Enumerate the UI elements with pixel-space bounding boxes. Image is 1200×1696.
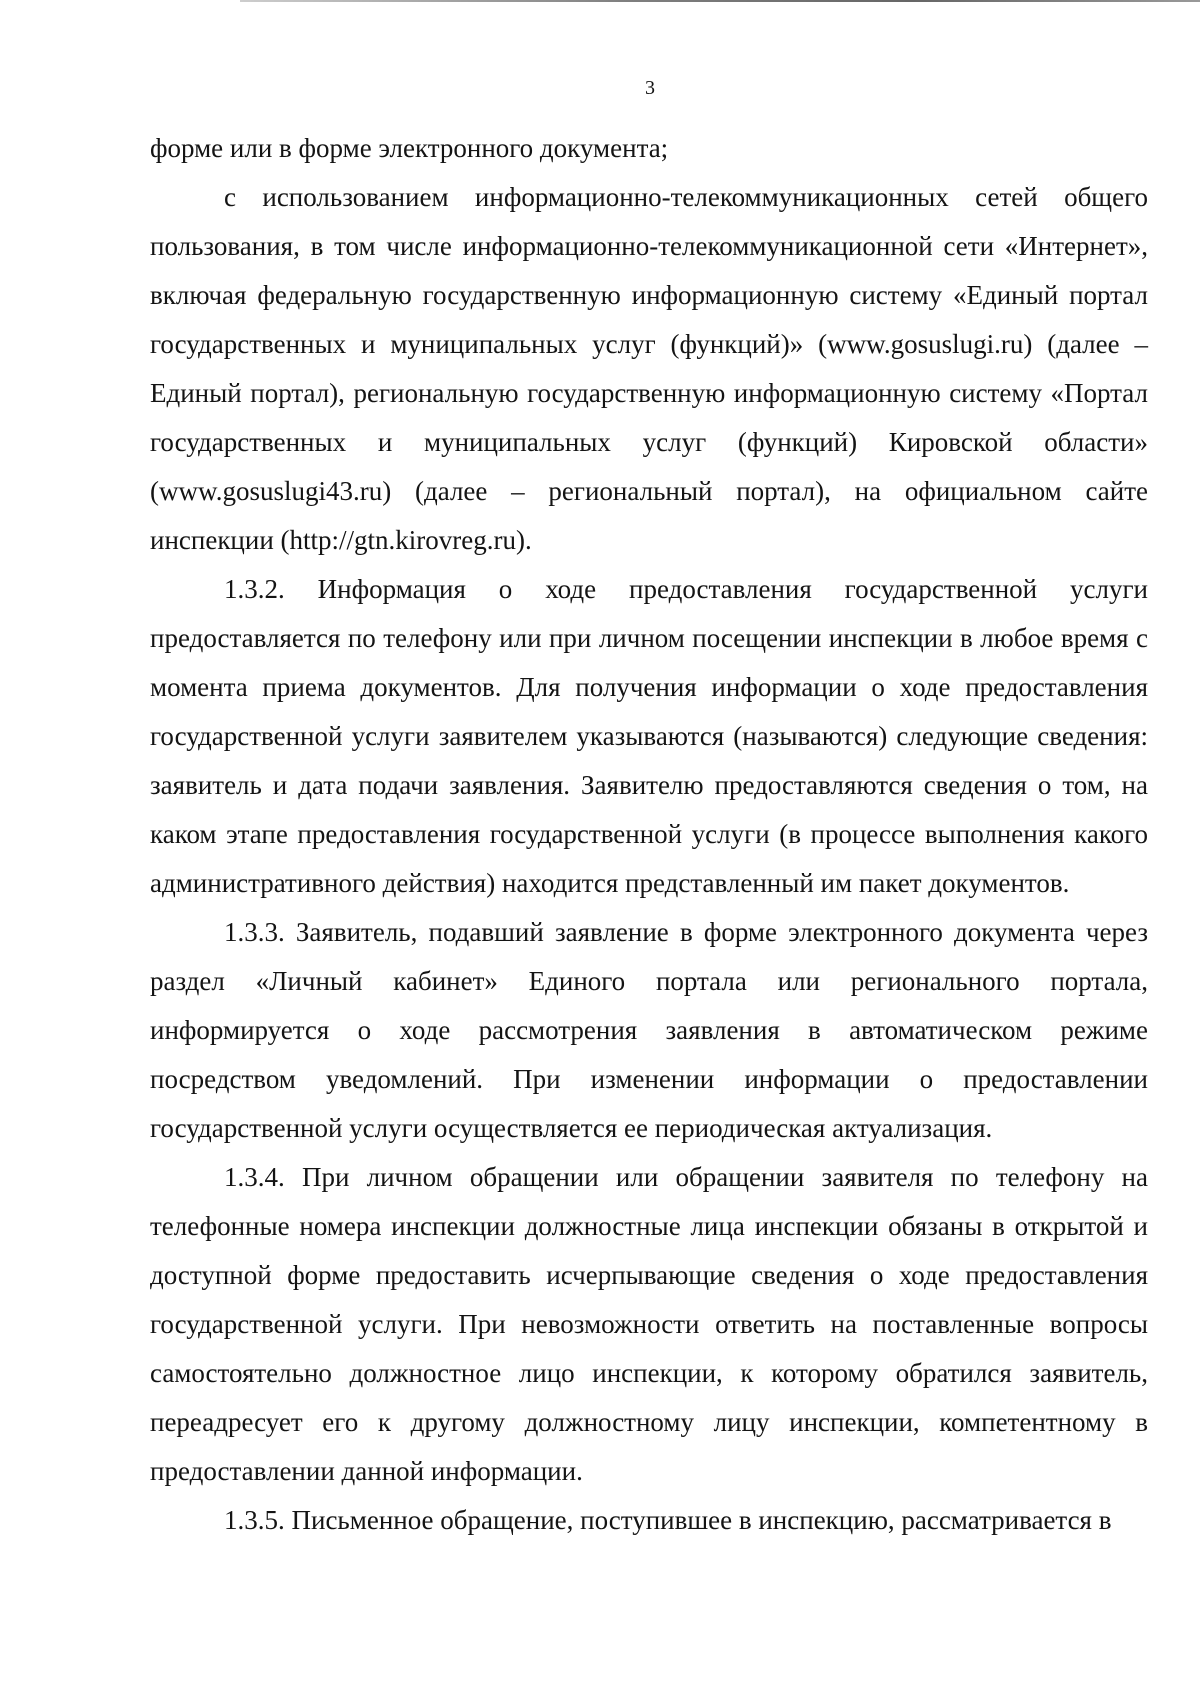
- scan-edge-line: [240, 0, 1200, 2]
- paragraph-info-channels: с использованием информационно-телекоммуникационных сетей общего пользования, в том числе информационно-телекоммуникационной сети «Интернет», включая федеральную государственную информационную систему «Единый портал государственных и муниципальных услуг (функций)» (www.gosuslugi.ru) (далее – Единый портал), региональную государственную информационную систему «Портал государственных и муниципальных услуг (функций) Кировской области» (www.gosuslugi43.ru) (далее – региональный портал), на официальном сайте инспекции (http://gtn.kirovreg.ru).: [150, 182, 1148, 555]
- paragraph-1-3-4: 1.3.4. При личном обращении или обращении заявителя по телефону на телефонные номера инспекции должностные лица инспекции обязаны в открытой и доступной форме предоставить исчерпывающие сведения о ходе предоставления государственной услуги. При невозможности ответить на поставленные вопросы самостоятельно должностное лицо инспекции, к которому обратился заявитель, переадресует его к другому должностному лицу инспекции, компетентному в предоставлении данной информации.: [150, 1162, 1148, 1486]
- paragraph-1-3-3: 1.3.3. Заявитель, подавший заявление в форме электронного документа через раздел «Личный кабинет» Единого портала или регионального портала, информируется о ходе рассмотрения заявления в автоматическом режиме посредством уведомлений. При изменении информации о предоставлении государственной услуги осуществляется ее периодическая актуализация.: [150, 917, 1148, 1143]
- paragraph-continuation: форме или в форме электронного документа;: [150, 133, 669, 163]
- paragraph-1-3-2: 1.3.2. Информация о ходе предоставления государственной услуги предоставляется по телефону или при личном посещении инспекции в любое время с момента приема документов. Для получения информации о ходе предоставления государственной услуги заявителем указываются (называются) следующие сведения: заявитель и дата подачи заявления. Заявителю предоставляются сведения о том, на каком этапе предоставления государственной услуги (в процессе выполнения какого административного действия) находится представленный им пакет документов.: [150, 574, 1148, 898]
- page-number: 3: [645, 77, 655, 99]
- document-body: [150, 124, 1148, 1545]
- paragraph-1-3-5: 1.3.5. Письменное обращение, поступившее в инспекцию, рассматривается в: [224, 1505, 1112, 1535]
